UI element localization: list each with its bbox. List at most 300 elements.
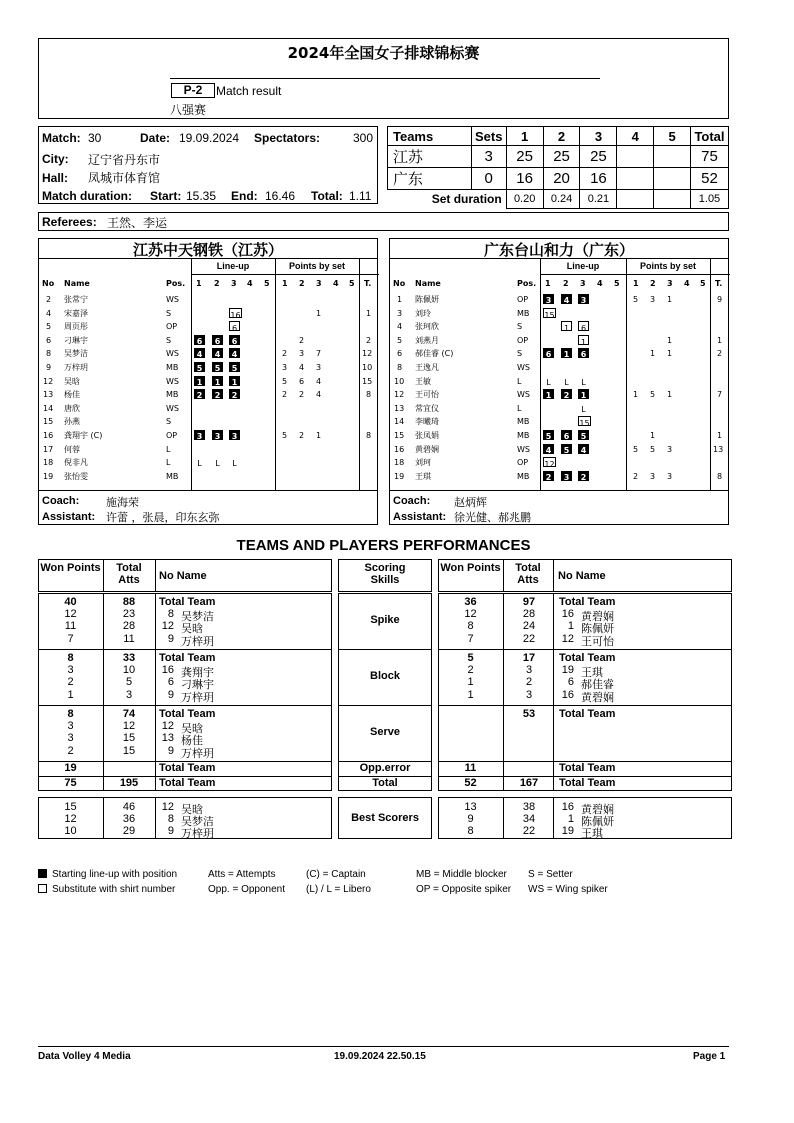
player-row — [39, 293, 379, 307]
perf-cell: 28 — [522, 608, 536, 621]
player-position: S — [166, 417, 172, 427]
points-cell: 2 — [282, 390, 288, 400]
match-number: 30 — [88, 131, 102, 145]
perf-cell: 2 — [67, 744, 74, 757]
player-name: 张凤娟 — [415, 431, 439, 440]
perf-cell: 74 — [122, 708, 136, 720]
perf-cell: 吴梦洁 — [181, 610, 214, 624]
points-cell: 4 — [316, 390, 322, 400]
perf-cell: 3 — [67, 664, 74, 677]
points-cell: 5 — [633, 444, 639, 454]
perf-cell: 黄碧娴 — [581, 803, 614, 816]
perf-cell: Total Team — [559, 596, 616, 608]
player-row: 19 王琪 MB 2 3 2 2 3 3 8 — [394, 471, 723, 482]
perf-cell: Total Team — [159, 708, 216, 720]
player-position: L — [517, 376, 522, 386]
points-total: 15 — [362, 376, 373, 386]
perf-cell: 黄碧娴 — [581, 690, 614, 704]
perf-cell: 9 — [167, 744, 174, 757]
perf-cell: 1 — [67, 688, 74, 701]
perf-cell: 王琪 — [581, 827, 603, 840]
player-number: 1 — [397, 295, 403, 304]
player-number: 5 — [397, 335, 403, 345]
page-title: 2024年全国女子排球锦标赛 — [287, 44, 480, 62]
player-name: 郝佳睿 (C) — [415, 349, 454, 359]
player-name: 吴梦洁 — [64, 349, 88, 359]
player-position: OP — [166, 431, 178, 440]
perf-cell: 7 — [67, 632, 74, 645]
perf-cell: 8 — [467, 825, 474, 837]
player-row: 5 刘燕月 OP 1 1 1 — [397, 335, 723, 347]
perf-cell: 陈佩妍 — [581, 815, 614, 828]
col-header: Won Points — [440, 562, 501, 574]
perf-cell: 97 — [522, 596, 536, 608]
player-number: 12 — [394, 390, 405, 400]
team-b-coach: 赵炳辉 — [454, 496, 487, 509]
player-position: L — [517, 403, 522, 413]
points-cell: 5 — [650, 390, 656, 400]
perf-cell: 郝佳睿 — [581, 678, 614, 692]
perf-cell: 1 — [467, 688, 474, 701]
perf-cell: 王可怡 — [581, 634, 614, 648]
player-name: 刘珂 — [415, 458, 431, 468]
perf-cell: 3 — [67, 732, 74, 745]
team-a-name: 江苏中天钢铁（江苏） — [132, 241, 283, 259]
player-position: OP — [166, 322, 178, 332]
player-position: OP — [517, 295, 529, 304]
points-total: 12 — [362, 349, 373, 359]
perf-cell: Total Team — [559, 777, 616, 789]
perf-cell: 195 — [119, 777, 139, 789]
perf-cell: 10 — [122, 664, 136, 677]
perf-cell: 12 — [64, 608, 77, 621]
perf-cell: 12 — [161, 801, 174, 813]
perf-cell: 52 — [464, 777, 477, 789]
player-name: 刘玲 — [415, 308, 431, 318]
team-a-coach: 施海荣 — [106, 496, 139, 509]
points-total: 2 — [366, 335, 372, 345]
perf-cell: 龚翔宇 — [181, 666, 214, 680]
player-number: 5 — [46, 322, 52, 332]
perf-cell: 8 — [167, 813, 174, 825]
player-number: 16 — [394, 444, 405, 454]
player-position: MB — [517, 308, 530, 318]
points-cell: 1 — [650, 349, 656, 359]
points-cell: 2 — [633, 471, 639, 481]
end-time: 16.46 — [265, 189, 296, 203]
perf-cell: 15 — [64, 801, 77, 813]
points-cell: 1 — [667, 349, 673, 359]
player-position: WS — [517, 444, 530, 454]
player-row — [39, 470, 379, 484]
perf-cell: 16 — [161, 664, 174, 677]
points-cell: 3 — [650, 471, 656, 481]
city: 辽宁省丹东市 — [88, 153, 161, 167]
player-name: 陈佩妍 — [415, 295, 439, 304]
player-position: WS — [166, 376, 179, 386]
perf-cell: 23 — [122, 608, 136, 621]
perf-cell: 38 — [522, 801, 536, 813]
points-total: 9 — [717, 295, 723, 304]
points-cell: 3 — [282, 363, 288, 372]
player-name: 杨佳 — [64, 390, 80, 400]
player-number: 4 — [46, 308, 52, 318]
points-cell: 1 — [316, 431, 322, 440]
perf-cell: Total Team — [559, 652, 616, 664]
player-name: 张怡雯 — [64, 471, 88, 481]
perf-cell: 6 — [167, 676, 174, 689]
player-position: WS — [166, 403, 179, 413]
roster-team-b: 广东台山和力（广东） Line-up Points by set No Name Pos. 1 2 3 4 5 1 2 3 4 5 T. 1 陈佩妍 OP 3 4 3 5 3 1 9 3 刘玲 MB 15 4 张珂欣 S 1 6 5 刘燕月 OP 1 1 1 6 郝佳睿 (C) S 6 1 6 1 1 2 8 王逸凡 WS 10 王敏 L L L L 12 王可怡 WS 1 2 1 1 5 1 7 13 常宜仪 L L 14 李曦琦 MB 15 15 张凤娟 MB 5 6 5 1 1 16 黄碧娴 WS 4 5 4 5 5 3 13 18 刘珂 OP 12 19 王琪 MB 2 3 2 2 3 3 8 Coach: 赵炳辉 Assistant: 徐光健、郝兆鹏 — [389, 238, 729, 525]
perf-cell: Total Team — [159, 652, 216, 664]
perf-cell: 黄碧娴 — [581, 610, 614, 624]
player-position: WS — [517, 363, 530, 372]
player-position: WS — [166, 295, 179, 304]
perf-cell: 17 — [522, 652, 536, 664]
points-cell: 3 — [667, 444, 673, 454]
perf-cell: 13 — [464, 801, 477, 813]
skill-label: Best Scorers — [351, 812, 419, 824]
perf-cell: 2 — [67, 676, 74, 689]
points-cell: 4 — [316, 376, 322, 386]
player-position: OP — [517, 335, 529, 345]
player-number: 4 — [397, 322, 403, 332]
perf-cell: 53 — [522, 708, 536, 720]
match-info-box: Match: 30 Date: 19.09.2024 Spectators: 300 City: 辽宁省丹东市 Hall: 凤城市体育馆 Match duration: Start: 15.35 End: 16.46 Total: 1.11 — [38, 126, 378, 204]
col-header: Won Points — [40, 562, 101, 574]
player-position: MB — [517, 471, 530, 481]
perf-cell: 5 — [467, 652, 474, 664]
perf-cell: 陈佩妍 — [581, 622, 614, 636]
player-position: MB — [517, 417, 530, 427]
player-row — [390, 361, 730, 375]
perf-cell: 万梓玥 — [181, 746, 214, 760]
skill-label: Spike — [370, 614, 400, 626]
player-name: 黄碧娴 — [415, 444, 439, 454]
performances-title: TEAMS AND PLAYERS PERFORMANCES — [236, 537, 531, 554]
report-name: Match result — [216, 84, 282, 98]
perf-cell: 12 — [122, 720, 136, 733]
points-total: 8 — [366, 431, 372, 440]
player-position: MB — [517, 431, 530, 440]
player-number: 19 — [43, 471, 54, 481]
perf-cell: 36 — [122, 813, 136, 825]
player-number: 8 — [397, 363, 403, 372]
perf-cell: 吴晗 — [181, 803, 203, 816]
points-total: 8 — [366, 390, 372, 400]
score-row-home: 江苏 3 25 25 25 75 — [388, 146, 729, 168]
legend: Starting line-up with position Substitute with shirt number Atts = Attempts Opp. = Opponent (C) = Captain (L) / L = Libero MB = Middle blocker OP = Opposite spiker S = Setter WS = Wing spiker — [38, 868, 738, 902]
player-row — [39, 415, 379, 429]
team-b-assistant: 徐光健、郝兆鹏 — [454, 511, 531, 524]
player-position: S — [517, 349, 523, 359]
perf-cell: 16 — [561, 688, 574, 701]
player-number: 6 — [397, 349, 403, 359]
player-row: 5 周页彤 OP 6 — [39, 320, 379, 334]
points-total: 1 — [717, 335, 723, 345]
perf-cell: 88 — [122, 596, 136, 608]
perf-cell: 7 — [467, 632, 474, 645]
player-name: 张珂欣 — [415, 322, 439, 332]
team-b-name: 广东台山和力（广东） — [483, 241, 634, 259]
perf-cell: 12 — [64, 813, 77, 825]
points-cell: 2 — [299, 335, 305, 345]
perf-cell: 28 — [122, 620, 136, 633]
player-name: 王逸凡 — [415, 363, 439, 372]
points-cell: 5 — [282, 431, 288, 440]
roster-team-a: 江苏中天钢铁（江苏） Line-up Points by set No Name Pos. 1 2 3 4 5 1 2 3 4 5 T. 2 张常宁 WS 4 宋嘉泽 S 16 1 1 5 周页彤 OP 6 6 刁琳宇 S 6 6 6 2 2 8 吴梦洁 WS 4 4 4 2 3 7 12 9 万梓玥 MB 5 5 5 3 4 3 10 12 吴晗 WS 1 1 1 5 6 4 15 13 杨佳 MB 2 2 2 2 2 4 8 14 唐欣 WS 15 孙燕 S 16 龚翔宇 (C) OP 3 3 3 5 2 1 8 17 何蓉 L 18 倪非凡 L L L L 19 张怡雯 MB Coach: 施海荣 Assistant: 许蕾 ，张晨，印东玄弥 — [38, 238, 378, 525]
perf-cell: 10 — [64, 825, 77, 837]
player-number: 10 — [394, 376, 405, 386]
player-row: 18 倪非凡 L L L L — [43, 458, 237, 469]
player-row: 12 吴晗 WS 1 1 1 5 6 4 15 — [43, 376, 373, 387]
perf-cell: 8 — [67, 708, 74, 720]
player-number: 15 — [394, 431, 405, 440]
player-row: 6 刁琳宇 S 6 6 6 2 2 — [46, 335, 372, 346]
perf-cell: 2 — [467, 664, 474, 677]
player-row: 4 张珂欣 S 1 6 — [390, 320, 730, 334]
perf-cell: 16 — [561, 801, 574, 813]
perf-cell: 34 — [522, 813, 536, 825]
player-number: 8 — [46, 349, 52, 359]
points-cell: 3 — [650, 295, 656, 304]
perf-cell: 11 — [64, 620, 77, 633]
player-row: 3 刘玲 MB 15 — [397, 308, 555, 320]
points-cell: 2 — [299, 431, 305, 440]
perf-cell: 9 — [167, 632, 174, 645]
perf-cell: 万梓玥 — [181, 690, 214, 704]
perf-cell: 9 — [467, 813, 474, 825]
player-row: 13 常宜仪 L L — [394, 403, 586, 414]
perf-cell: 5 — [125, 676, 133, 689]
footer-timestamp: 19.09.2024 22.50.15 — [334, 1051, 426, 1062]
points-cell: 1 — [667, 295, 673, 304]
perf-cell: 1 — [567, 813, 574, 825]
col-header: No Name — [558, 570, 606, 582]
perf-cell: Total Team — [159, 596, 216, 608]
col-header: Total Atts — [116, 562, 142, 586]
player-name: 常宜仪 — [415, 403, 439, 413]
player-name: 何蓉 — [64, 444, 80, 454]
points-cell: 1 — [316, 308, 322, 318]
perf-cell: 40 — [64, 596, 77, 608]
points-cell: 7 — [316, 349, 322, 359]
player-row: 15 张凤娟 MB 5 6 5 1 1 — [394, 431, 723, 441]
perf-cell: 杨佳 — [181, 734, 203, 748]
skill-label: Block — [370, 670, 400, 682]
points-total: 8 — [717, 471, 723, 481]
points-cell: 3 — [667, 471, 673, 481]
points-cell: 3 — [316, 363, 322, 372]
perf-cell: 3 — [525, 688, 533, 701]
points-cell: 6 — [299, 376, 305, 386]
match-date: 19.09.2024 — [179, 131, 240, 145]
skill-label: Opp.error — [359, 762, 411, 774]
player-row: 16 龚翔宇 (C) OP 3 3 3 5 2 1 8 — [43, 431, 372, 441]
player-name: 李曦琦 — [415, 417, 439, 427]
col-header: No Name — [159, 570, 207, 582]
perf-cell: 9 — [167, 688, 174, 701]
perf-cell: 22 — [522, 632, 536, 645]
player-number: 15 — [43, 417, 54, 427]
player-position: MB — [166, 471, 179, 481]
footer-left: Data Volley 4 Media — [38, 1051, 131, 1062]
player-name: 王敏 — [415, 376, 431, 386]
points-cell: 4 — [299, 363, 305, 372]
perf-cell: 29 — [122, 825, 136, 837]
total-time: 1.11 — [349, 189, 372, 203]
perf-cell: 16 — [561, 608, 574, 621]
player-number: 13 — [394, 403, 405, 413]
player-row: 9 万梓玥 MB 5 5 5 3 4 3 10 — [46, 363, 373, 373]
perf-cell: Total Team — [159, 762, 216, 774]
perf-cell: 吴晗 — [181, 622, 203, 636]
perf-cell: 12 — [464, 608, 477, 621]
player-row: 16 黄碧娴 WS 4 5 4 5 5 3 13 — [394, 444, 724, 455]
player-number: 14 — [394, 417, 405, 427]
points-cell: 5 — [282, 376, 288, 386]
col-header: Scoring Skills — [364, 562, 406, 586]
perf-cell: 吴梦洁 — [181, 815, 214, 828]
player-row: 10 王敏 L L L L — [394, 376, 586, 387]
perf-cell: 8 — [167, 608, 174, 621]
player-row: 14 李曦琦 MB 15 — [394, 417, 590, 429]
player-number: 6 — [46, 335, 52, 345]
perf-cell: 19 — [64, 762, 77, 774]
perf-cell: Total Team — [159, 777, 216, 789]
skill-label: Total — [372, 777, 398, 789]
player-name: 刘燕月 — [415, 335, 439, 345]
points-cell: 5 — [650, 444, 656, 454]
phase-label: 八强赛 — [170, 103, 207, 117]
hall: 凤城市体育馆 — [88, 171, 161, 185]
perf-cell: Total Team — [559, 708, 616, 720]
points-cell: 5 — [633, 295, 639, 304]
player-name: 周页彤 — [64, 322, 88, 332]
score-row-away: 广东 0 16 20 16 52 — [388, 168, 729, 190]
perf-cell: 36 — [464, 596, 477, 608]
player-name: 王琪 — [415, 471, 431, 481]
perf-cell: 3 — [525, 664, 533, 677]
player-name: 刁琳宇 — [64, 335, 88, 345]
perf-cell: 8 — [67, 652, 74, 664]
player-row: 13 杨佳 MB 2 2 2 2 2 4 8 — [43, 390, 372, 401]
player-row: 18 刘珂 OP 12 — [394, 458, 555, 470]
perf-cell: 1 — [467, 676, 474, 689]
perf-cell: 2 — [525, 676, 533, 689]
player-position: S — [166, 335, 172, 345]
report-code: P-2 — [171, 83, 215, 98]
points-total: 10 — [362, 363, 373, 372]
player-number: 3 — [397, 308, 403, 318]
player-position: WS — [517, 390, 530, 400]
spectators: 300 — [353, 131, 374, 145]
perf-cell: 11 — [464, 762, 477, 774]
perf-cell: 1 — [567, 620, 574, 633]
perf-cell: 王琪 — [581, 666, 603, 680]
perf-cell: 33 — [122, 652, 136, 664]
perf-cell: 3 — [125, 688, 133, 701]
player-number: 18 — [43, 458, 54, 468]
points-cell: 1 — [633, 390, 639, 400]
points-total: 2 — [717, 349, 723, 359]
player-number: 17 — [43, 444, 54, 454]
set-duration-row: Set duration 0.20 0.24 0.21 1.05 — [388, 190, 729, 209]
player-row: 1 陈佩妍 OP 3 4 3 5 3 1 9 — [397, 295, 723, 305]
player-position: L — [166, 444, 171, 454]
player-position: WS — [166, 349, 179, 359]
player-position: MB — [166, 363, 179, 372]
perf-cell: 13 — [161, 732, 174, 745]
points-total: 1 — [717, 431, 723, 440]
perf-cell: 万梓玥 — [181, 634, 214, 648]
perf-cell: 9 — [167, 825, 174, 837]
footer-page: Page 1 — [693, 1051, 726, 1062]
player-row: 8 吴梦洁 WS 4 4 4 2 3 7 12 — [46, 349, 373, 360]
player-number: 18 — [394, 458, 405, 468]
player-number: 2 — [46, 295, 52, 304]
start-time: 15.35 — [186, 189, 217, 203]
perf-cell: 3 — [67, 720, 74, 733]
score-table: Teams Sets 1 2 3 4 5 Total 江苏 3 25 25 25 75 广东 0 16 20 16 52 Set duration 0.20 0.24 0.21 1.05 — [387, 126, 729, 209]
perf-cell: 12 — [161, 720, 174, 733]
player-name: 宋嘉泽 — [64, 308, 88, 318]
player-name: 万梓玥 — [64, 363, 88, 372]
player-name: 唐欣 — [64, 403, 80, 413]
perf-cell: 75 — [64, 777, 77, 789]
skill-label: Serve — [370, 726, 400, 738]
perf-cell: 24 — [522, 620, 536, 633]
player-row — [39, 443, 379, 457]
perf-cell: 吴晗 — [181, 722, 203, 736]
perf-cell: 6 — [567, 676, 574, 689]
points-cell: 1 — [650, 431, 656, 440]
filled-square-icon — [38, 869, 47, 878]
team-a-players: No Name Pos. 1 2 3 4 5 1 2 3 4 5 T. 2 张常宁 WS 4 宋嘉泽 S 16 1 1 5 周页彤 OP 6 6 刁琳宇 S 6 6 6 2 2 8 吴梦洁 WS 4 4 4 2 3 7 12 9 万梓玥 MB 5 5 5 3 4 3 10 12 吴晗 WS 1 1 1 5 6 4 15 13 杨佳 MB 2 2 2 2 2 4 8 14 唐欣 WS 15 孙燕 S 16 龚翔宇 (C) OP 3 3 3 5 2 1 8 17 何蓉 L 18 倪非凡 L L L L 19 张怡雯 MB — [39, 277, 379, 490]
player-position: MB — [166, 390, 179, 400]
referees-box: Referees: 王然、李运 — [38, 212, 729, 231]
player-number: 9 — [46, 363, 52, 372]
perf-cell: 12 — [561, 632, 574, 645]
referee-names: 王然、李运 — [107, 216, 168, 230]
points-cell: 2 — [282, 349, 288, 359]
perf-cell: 万梓玥 — [181, 827, 214, 840]
player-row: 4 宋嘉泽 S 16 1 1 — [46, 308, 372, 320]
player-number: 12 — [43, 376, 54, 386]
player-name: 孙燕 — [64, 417, 80, 427]
player-position: S — [166, 308, 172, 318]
perf-cell: 15 — [122, 744, 136, 757]
player-number: 16 — [43, 431, 54, 440]
perf-cell: 15 — [122, 732, 136, 745]
points-cell: 1 — [667, 390, 673, 400]
player-number: 14 — [43, 403, 54, 413]
player-number: 13 — [43, 390, 54, 400]
perf-cell: 46 — [122, 801, 136, 813]
perf-cell: 22 — [522, 825, 536, 837]
perf-cell: 19 — [561, 664, 574, 677]
team-a-assistant: 许蕾 ，张晨，印东玄弥 — [106, 511, 220, 524]
player-position: OP — [517, 458, 529, 468]
points-cell: 3 — [299, 349, 305, 359]
header-box — [38, 38, 729, 119]
points-total: 13 — [713, 444, 724, 454]
team-b-players: No Name Pos. 1 2 3 4 5 1 2 3 4 5 T. 1 陈佩妍 OP 3 4 3 5 3 1 9 3 刘玲 MB 15 4 张珂欣 S 1 6 5 刘燕月 OP 1 1 1 6 郝佳睿 (C) S 6 1 6 1 1 2 8 王逸凡 WS 10 王敏 L L L L 12 王可怡 WS 1 2 1 1 5 1 7 13 常宜仪 L L 14 李曦琦 MB 15 15 张凤娟 MB 5 6 5 1 1 16 黄碧娴 WS 4 5 4 5 5 3 13 18 刘珂 OP 12 19 王琪 MB 2 3 2 2 3 3 8 — [390, 277, 730, 490]
empty-square-icon — [38, 884, 47, 893]
perf-cell: Total Team — [559, 762, 616, 774]
player-position: L — [166, 458, 171, 468]
points-total: 1 — [366, 308, 372, 318]
